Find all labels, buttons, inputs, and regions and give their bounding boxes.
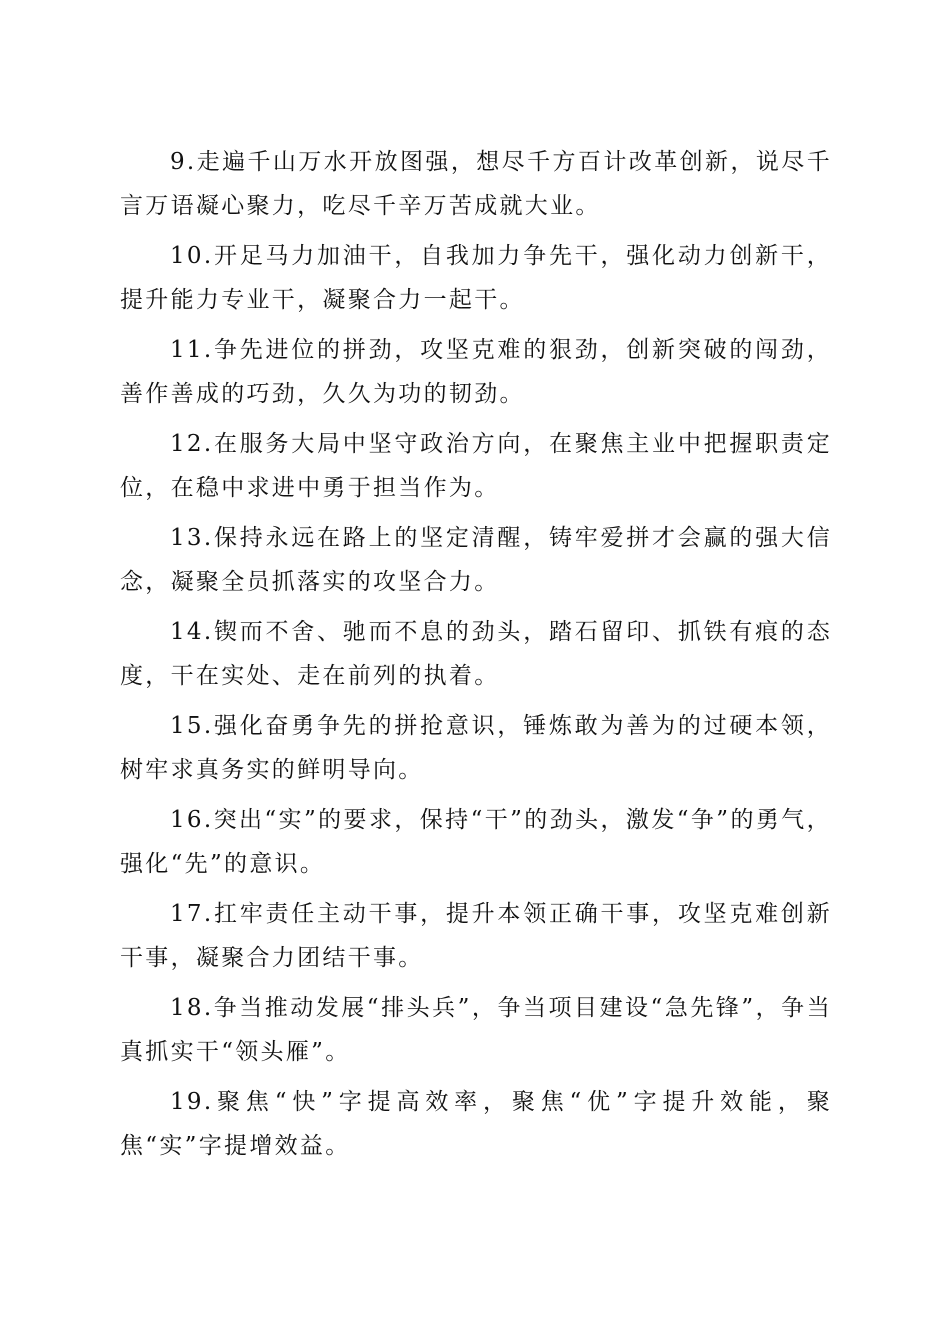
paragraph-15: 15.强化奋勇争先的拼抢意识，锤炼敢为善为的过硬本领，树牢求真务实的鲜明导向。 [120, 713, 832, 783]
paragraph-10: 10.开足马力加油干，自我加力争先干，强化动力创新干，提升能力专业干，凝聚合力一起干。 [120, 243, 832, 313]
paragraph-9: 9.走遍千山万水开放图强，想尽千方百计改革创新，说尽千言万语凝心聚力，吃尽千辛万苦成就大业。 [120, 149, 832, 219]
paragraph-12: 12.在服务大局中坚守政治方向，在聚焦主业中把握职责定位，在稳中求进中勇于担当作为。 [120, 431, 832, 501]
paragraph-11: 11.争先进位的拼劲，攻坚克难的狠劲，创新突破的闯劲，善作善成的巧劲，久久为功的韧劲。 [120, 337, 832, 407]
paragraph-19: 19.聚焦“快”字提高效率，聚焦“优”字提升效能，聚焦“实”字提增效益。 [120, 1089, 832, 1159]
paragraph-18: 18.争当推动发展“排头兵”，争当项目建设“急先锋”，争当真抓实干“领头雁”。 [120, 995, 832, 1065]
paragraph-14: 14.锲而不舍、驰而不息的劲头，踏石留印、抓铁有痕的态度，干在实处、走在前列的执着。 [120, 619, 832, 689]
paragraph-16: 16.突出“实”的要求，保持“干”的劲头，激发“争”的勇气，强化“先”的意识。 [120, 807, 832, 877]
paragraph-13: 13.保持永远在路上的坚定清醒，铸牢爱拼才会赢的强大信念，凝聚全员抓落实的攻坚合力。 [120, 525, 832, 595]
document-body [120, 140, 832, 1174]
paragraph-17: 17.扛牢责任主动干事，提升本领正确干事，攻坚克难创新干事，凝聚合力团结干事。 [120, 901, 832, 971]
